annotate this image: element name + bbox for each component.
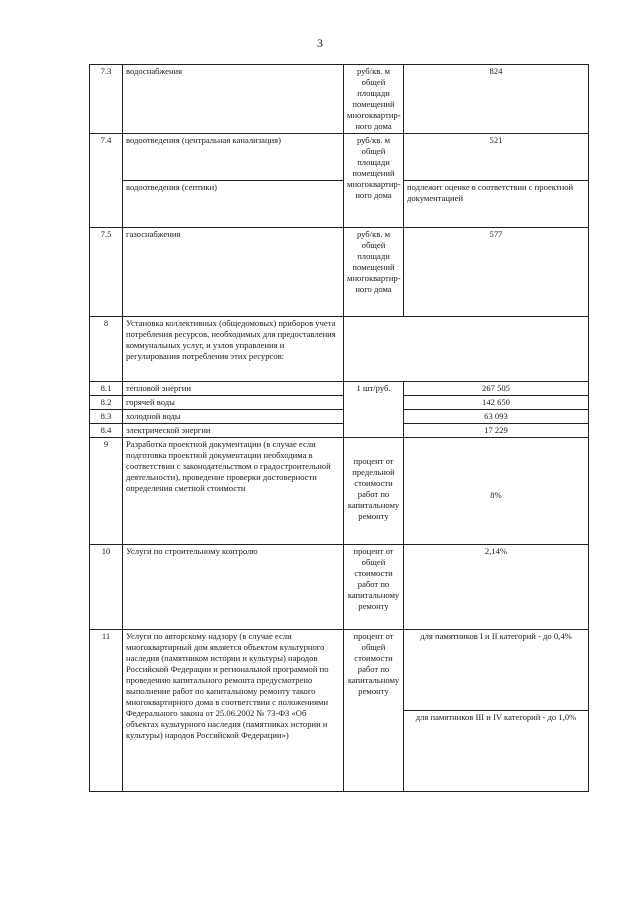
row-value: для памятников III и IV категорий - до 1,0% xyxy=(404,711,589,792)
row-value: 63 093 xyxy=(404,410,589,424)
row-value: 824 xyxy=(404,65,589,134)
row-name: Разработка проектной документации (в случае если подготовка проектной документации необходима в соответствии с законодательством о градостроительной деятельности), проведение проверки достоверности определения сметной стоимости xyxy=(123,438,344,545)
row-name: тепловой энергии xyxy=(123,382,344,396)
row-value: 17 229 xyxy=(404,424,589,438)
row-name: Услуги по строительному контролю xyxy=(123,545,344,630)
row-number: 8.1 xyxy=(90,382,123,396)
table-row xyxy=(90,134,589,181)
table-row xyxy=(90,545,589,630)
table-row xyxy=(90,228,589,317)
row-value: 8% xyxy=(404,438,589,545)
table-row xyxy=(90,424,589,438)
table-row xyxy=(90,396,589,410)
row-unit: 1 шт/руб. xyxy=(344,382,404,438)
table-row xyxy=(90,630,589,711)
row-number: 8.4 xyxy=(90,424,123,438)
row-value: 142 650 xyxy=(404,396,589,410)
row-name: водоснабжения xyxy=(123,65,344,134)
row-name: горячей воды xyxy=(123,396,344,410)
row-name: Услуги по авторскому надзору (в случае если многоквартирный дом является объектом культурного наследия (памятником истории и культуры) народов Российской Федерации и региональной программой по проведению капитального ремонта предусмотрено выполнение работ по капитальному ремонту такого многоквартирного дома в соответствии с положениями Федерального закона от 25.06.2002 № 73-ФЗ «Об объектах культурного наследия (памятниках истории и культуры) народов Российской Федерации») xyxy=(123,630,344,792)
row-name: холодной воды xyxy=(123,410,344,424)
row-unit: процент от предельной стоимости работ по капитальному ремонту xyxy=(344,438,404,545)
row-value: подлежит оценке в соответствии с проектной документацией xyxy=(404,181,589,228)
row-number: 7.3 xyxy=(90,65,123,134)
row-name: газоснабжения xyxy=(123,228,344,317)
table-row xyxy=(90,438,589,545)
table-row xyxy=(90,65,589,134)
row-number: 8.3 xyxy=(90,410,123,424)
page-number: 3 xyxy=(317,36,323,50)
row-number: 7.5 xyxy=(90,228,123,317)
row-name: Установка коллективных (общедомовых) приборов учета потребления ресурсов, необходимых для предоставления коммунальных услуг, и узлов управления и регулирования потребления этих ресурсов: xyxy=(123,317,344,382)
table-row xyxy=(90,410,589,424)
row-unit: процент от общей стоимости работ по капитальному ремонту xyxy=(344,545,404,630)
row-unit: процент от общей стоимости работ по капитальному ремонту xyxy=(344,630,404,792)
row-number: 8 xyxy=(90,317,123,382)
table-row xyxy=(90,317,589,382)
row-value: 577 xyxy=(404,228,589,317)
row-value: 521 xyxy=(404,134,589,181)
row-unit: руб/кв. м общей площади помещений многоквартир-ного дома xyxy=(344,134,404,228)
cost-table xyxy=(89,64,589,792)
row-value: для памятников I и II категорий - до 0,4% xyxy=(404,630,589,711)
row-number: 8.2 xyxy=(90,396,123,410)
row-number: 11 xyxy=(90,630,123,792)
row-empty-cell xyxy=(344,317,589,382)
row-name: водоотведения (септики) xyxy=(123,181,344,228)
row-value: 2,14% xyxy=(404,545,589,630)
table-row xyxy=(90,181,589,228)
table-row xyxy=(90,382,589,396)
row-number: 10 xyxy=(90,545,123,630)
row-unit: руб/кв. м общей площади помещений многоквартир-ного дома xyxy=(344,65,404,134)
row-value: 267 505 xyxy=(404,382,589,396)
row-name: водоотведения (центральная канализация) xyxy=(123,134,344,181)
row-unit: руб/кв. м общей площади помещений многоквартир-ного дома xyxy=(344,228,404,317)
row-number: 9 xyxy=(90,438,123,545)
row-name: электрической энергии xyxy=(123,424,344,438)
row-number: 7.4 xyxy=(90,134,123,228)
